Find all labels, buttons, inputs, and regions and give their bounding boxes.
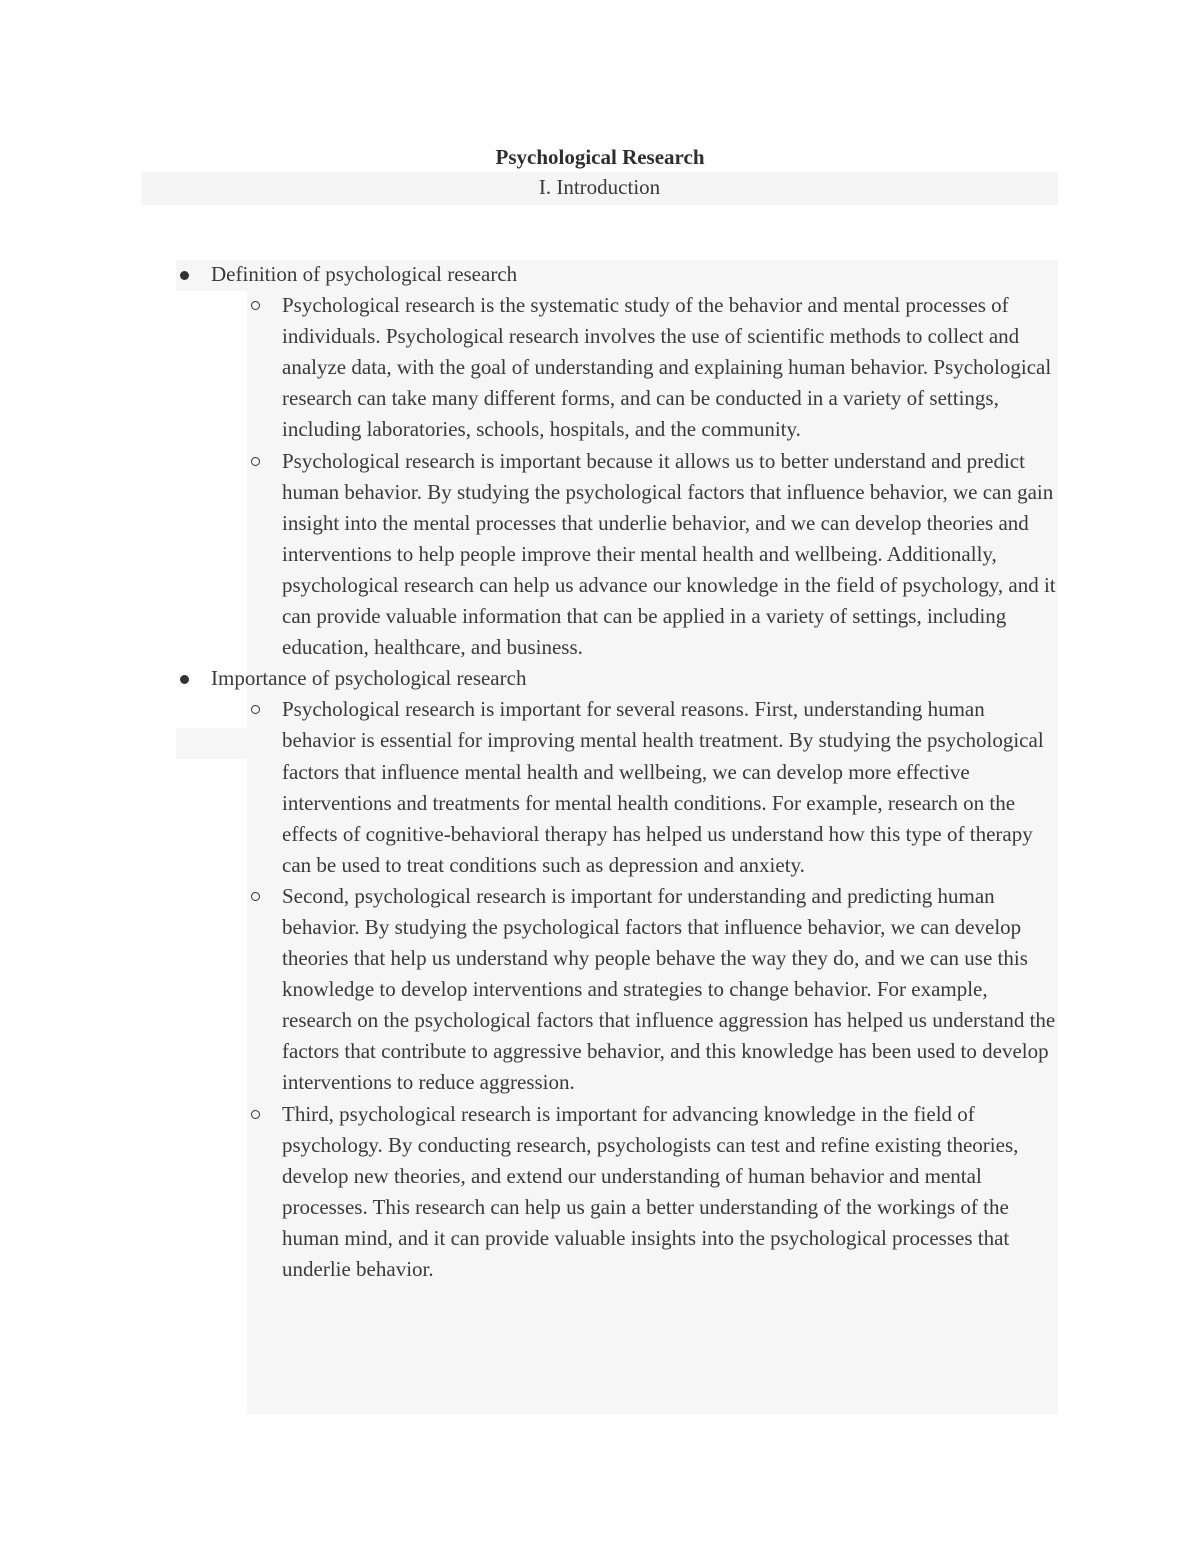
sub-point xyxy=(176,446,1066,664)
section-heading: I. Introduction xyxy=(538,175,661,199)
sub-point-list xyxy=(176,694,1066,1285)
outline-item-definition xyxy=(176,259,1066,290)
sub-point-text: Psychological research is important because it allows us to better understand and predict human behavior. By studying the psychological factors that influence behavior, we can gain insight into the mental processes that underlie behavior, and we can develop theories and interventions to help people improve their mental health and wellbeing. Additionally, psychological research can help us advance our knowledge in the field of psychology, and it can provide valuable information that can be applied in a variety of settings, including education, healthcare, and business. xyxy=(282,448,1056,660)
outline xyxy=(176,259,1066,1285)
sub-point xyxy=(176,1099,1066,1286)
sub-point-text: Third, psychological research is important for advancing knowledge in the field of psychology. By conducting research, psychologists can test and refine existing theories, develop new theories, and extend our understanding of human behavior and mental processes. This research can help us gain a better understanding of the workings of the human mind, and it can provide valuable insights into the psychological processes that underlie behavior. xyxy=(282,1101,1019,1281)
page-title: Psychological Research xyxy=(495,145,705,169)
hollow-bullet-icon xyxy=(251,301,260,310)
hollow-bullet-icon xyxy=(251,892,260,901)
hollow-bullet-icon xyxy=(251,1110,260,1119)
hollow-bullet-icon xyxy=(251,705,260,714)
bullet-icon xyxy=(180,271,189,280)
sub-point xyxy=(176,881,1066,1099)
bullet-icon xyxy=(180,675,189,684)
outline-item-importance xyxy=(176,663,1066,694)
sub-point xyxy=(176,290,1066,445)
sub-point-list xyxy=(176,290,1066,663)
outline-item-label: Definition of psychological research xyxy=(211,262,518,286)
sub-point-text: Psychological research is important for several reasons. First, understanding human behavior is essential for improving mental health treatment. By studying the psychological factors that influence mental health and wellbeing, we can develop more effective interventions and treatments for mental health conditions. For example, research on the effects of cognitive-behavioral therapy has helped us understand how this type of therapy can be used to treat conditions such as depression and anxiety. xyxy=(282,697,1044,877)
hollow-bullet-icon xyxy=(251,457,260,466)
outline-item-label: Importance of psychological research xyxy=(211,666,527,691)
sub-point xyxy=(176,694,1066,881)
sub-point-text: Psychological research is the systematic study of the behavior and mental processes of individuals. Psychological research involves the use of scientific methods to collect and analyze data, with the goal of understanding and explaining human behavior. Psychological research can take many different forms, and can be conducted in a variety of settings, including laboratories, schools, hospitals, and the community. xyxy=(282,293,1052,442)
sub-point-text: Second, psychological research is important for understanding and predicting human behavior. By studying the psychological factors that influence behavior, we can develop theories that help us understand why people behave the way they do, and we can use this knowledge to develop interventions and strategies to change behavior. For example, research on the psychological factors that influence aggression has helped us understand the factors that contribute to aggressive behavior, and this knowledge has been used to develop interventions to reduce aggression. xyxy=(282,883,1056,1095)
